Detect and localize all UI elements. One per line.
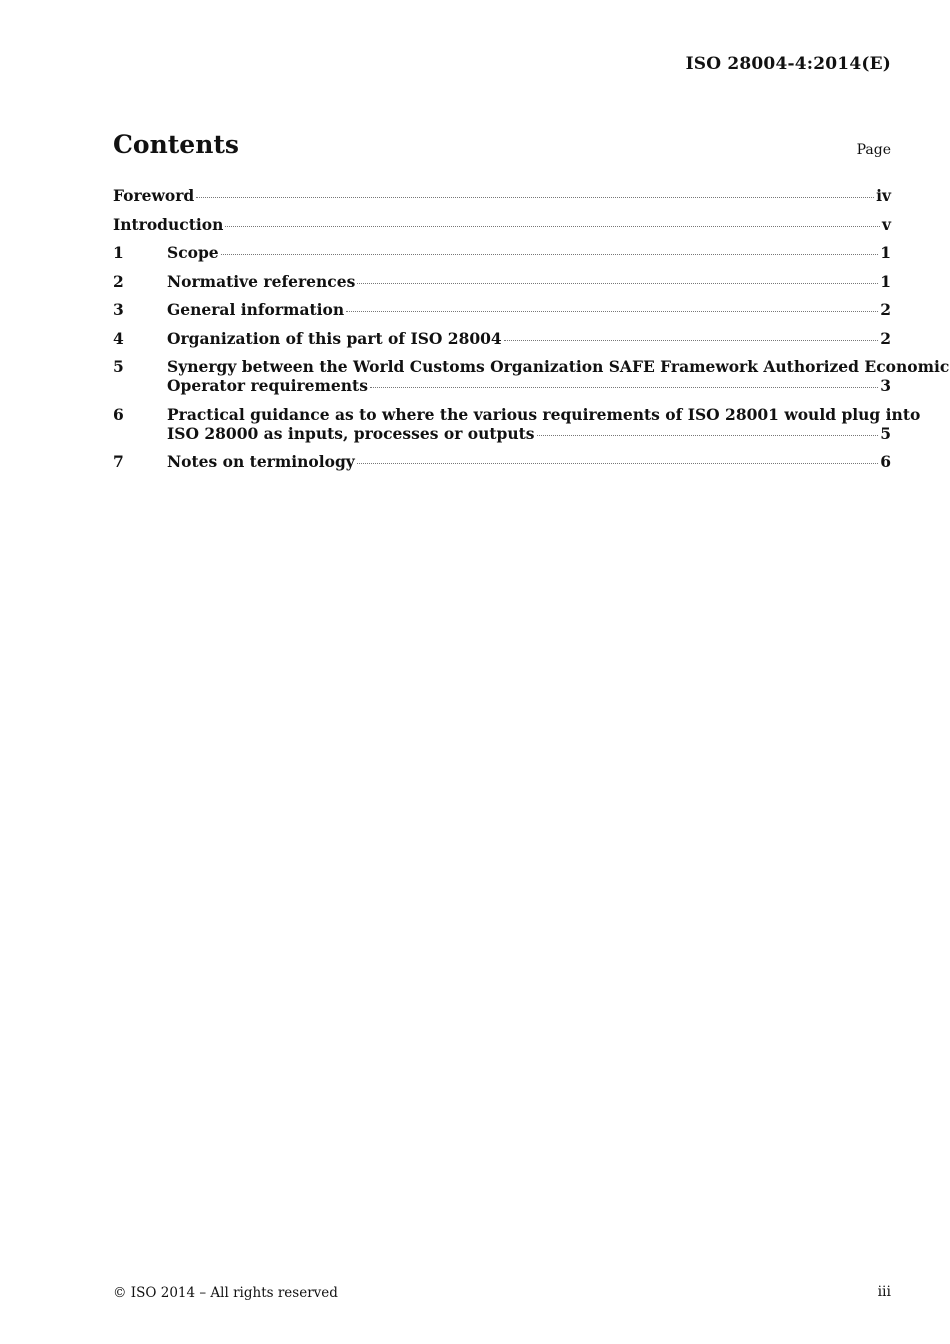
- toc-dot-leader: [504, 340, 878, 341]
- toc-entry-page: 5: [880, 423, 891, 443]
- toc-entry-line: [113, 186, 891, 205]
- toc-entry-line: [167, 329, 891, 348]
- toc-entry-body: [167, 272, 891, 291]
- toc-entry-title: Introduction: [113, 214, 224, 234]
- page-column-label: Page: [856, 142, 891, 158]
- toc-entry-page: 1: [880, 271, 891, 291]
- contents-title: Contents: [113, 130, 240, 159]
- toc-entry-title: Foreword: [113, 186, 195, 205]
- toc-dot-leader: [346, 311, 878, 312]
- toc-entry[interactable]: [113, 215, 891, 234]
- toc-entry-body: [167, 329, 891, 348]
- footer-page-number: iii: [877, 1284, 891, 1300]
- toc-entry-number: 1: [113, 243, 124, 262]
- toc-entry-page: 1: [880, 243, 891, 262]
- toc-entry-body: [167, 243, 891, 262]
- toc-dot-leader: [357, 283, 878, 284]
- toc-entry[interactable]: [113, 452, 891, 471]
- toc-entry-number: 5: [113, 357, 124, 376]
- toc-entry[interactable]: [113, 300, 891, 319]
- toc-entry-title: ISO 28000 as inputs, processes or outputs: [167, 423, 535, 443]
- toc-entry-line: [113, 215, 891, 234]
- toc-entry-number: 6: [113, 404, 124, 424]
- toc-entry-page: 2: [880, 328, 891, 348]
- toc-entry-body: [167, 404, 921, 443]
- toc-entry-body: [167, 300, 891, 319]
- toc-entry-body: [113, 215, 891, 234]
- toc-entry-page: 2: [880, 300, 891, 319]
- toc-entry-title: Organization of this part of ISO 28004: [167, 328, 502, 348]
- toc-entry-number: 7: [113, 452, 124, 471]
- toc-entry[interactable]: [113, 272, 891, 291]
- toc-entry-page: 3: [880, 376, 891, 395]
- toc-entry-number: 3: [113, 300, 124, 319]
- toc-entry-line: [167, 452, 891, 471]
- toc-entry-title: Operator requirements: [167, 376, 368, 395]
- toc-dot-leader: [537, 435, 879, 436]
- toc-entry-title-line: Practical guidance as to where the various requirements of ISO 28001 would plug into: [167, 404, 921, 424]
- toc-entry-title: Scope: [167, 243, 219, 262]
- toc-dot-leader: [370, 387, 878, 388]
- document-id: ISO 28004-4:2014(E): [685, 54, 891, 74]
- toc-entry-line: [167, 376, 891, 395]
- toc-entry-line: [167, 424, 891, 443]
- toc-entry-line: [167, 272, 891, 291]
- toc-dot-leader: [357, 463, 878, 464]
- copyright-notice: © ISO 2014 – All rights reserved: [113, 1285, 338, 1301]
- toc-entry[interactable]: [113, 186, 891, 205]
- toc-dot-leader: [225, 226, 880, 227]
- toc-entry-title: General information: [167, 300, 345, 319]
- toc-entry[interactable]: [113, 329, 891, 348]
- toc-entry-page: iv: [876, 186, 891, 205]
- toc-entry[interactable]: [113, 243, 891, 262]
- toc-entry-body: [167, 452, 891, 471]
- toc-dot-leader: [196, 197, 874, 198]
- toc-entry[interactable]: [113, 404, 921, 443]
- contents-header: [113, 130, 891, 166]
- toc-entry-title: Notes on terminology: [167, 452, 355, 471]
- toc-entry-number: 4: [113, 328, 124, 348]
- toc-entry-body: [167, 357, 950, 395]
- toc-entry-title-line: Synergy between the World Customs Organization SAFE Framework Authorized Economic: [167, 357, 950, 376]
- toc-entry[interactable]: [113, 357, 950, 395]
- toc-entry-body: [113, 186, 891, 205]
- toc-entry-title: Normative references: [167, 271, 356, 291]
- toc-entry-page: v: [881, 214, 891, 234]
- toc-entry-line: [167, 300, 891, 319]
- toc-entry-number: 2: [113, 271, 124, 291]
- table-of-contents: [113, 186, 950, 481]
- toc-entry-line: [167, 243, 891, 262]
- toc-dot-leader: [221, 254, 879, 255]
- toc-entry-page: 6: [880, 452, 891, 471]
